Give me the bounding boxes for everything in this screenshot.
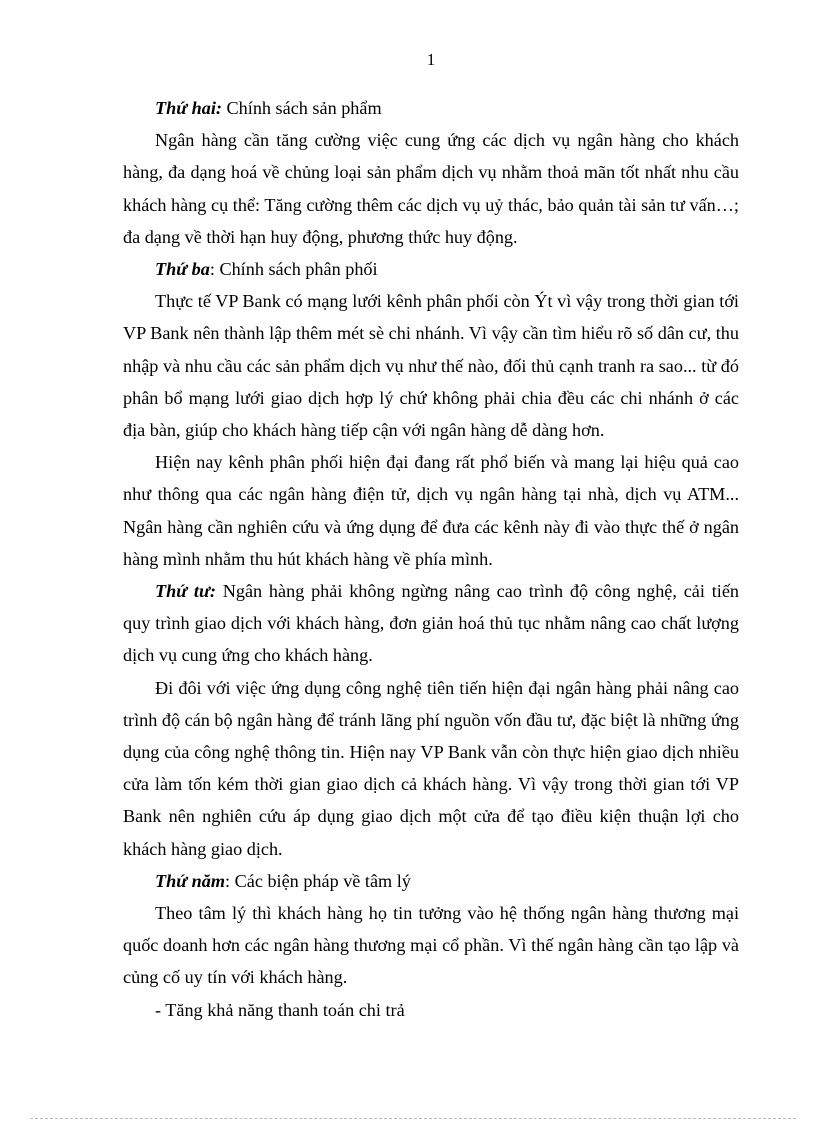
paragraph-text: Ngân hàng phải không ngừng nâng cao trình độ công nghệ, cải tiến quy trình giao dịch với khách hàng, đơn giản hoá thủ tục nhằm nâng cao chất lượng dịch vụ cung ứng cho khách hàng. (123, 581, 739, 666)
heading-thu-nam (123, 865, 739, 897)
paragraph-text: Thực tế VP Bank có mạng lưới kênh phân phối còn Ýt vì vậy trong thời gian tới VP Bank nên thành lập thêm mét sè chi nhánh. Vì vậy cần tìm hiểu rõ số dân cư, thu nhập và nhu cầu các sản phẩm dịch vụ như thế nào, đối thủ cạnh tranh ra sao... từ đó phân bổ mạng lưới giao dịch hợp lý chứ không phải chia đều các chi nhánh ở các địa bàn, giúp cho khách hàng tiếp cận với ngân hàng dễ dàng hơn. (123, 291, 739, 441)
paragraph (123, 672, 739, 865)
heading-thu-hai (123, 92, 739, 124)
page-number: 1 (426, 50, 436, 69)
paragraph-text: Hiện nay kênh phân phối hiện đại đang rất phổ biến và mang lại hiệu quả cao như thông qua các ngân hàng điện tử, dịch vụ ngân hàng tại nhà, dịch vụ ATM... Ngân hàng cần nghiên cứu và ứng dụng để đưa các kênh này đi vào thực thế ở ngân hàng mình nhằm thu hút khách hàng về phía mình. (123, 452, 739, 569)
paragraph-text: Đi đôi với việc ứng dụng công nghệ tiên tiến hiện đại ngân hàng phải nâng cao trình độ cán bộ ngân hàng để tránh lãng phí nguồn vốn đầu tư, đặc biệt là những ứng dụng của công nghệ thông tin. Hiện nay VP Bank vẫn còn thực hiện giao dịch nhiều cửa làm tốn kém thời gian giao dịch cả khách hàng. Vì vậy trong thời gian tới VP Bank nên nghiên cứu áp dụng giao dịch một cửa để tạo điều kiện thuận lợi cho khách hàng giao dịch. (123, 677, 739, 859)
heading-label: Thứ tư: (155, 581, 216, 602)
heading-title: : Các biện pháp về tâm lý (225, 870, 411, 891)
heading-title: Chính sách sản phẩm (222, 98, 382, 118)
heading-label: Thứ năm (155, 870, 226, 891)
paragraph-text: Theo tâm lý thì khách hàng họ tin tưởng vào hệ thống ngân hàng thương mại quốc doanh hơn các ngân hàng thương mại cổ phần. Vì thế ngân hàng cần tạo lập và củng cố uy tín với khách hàng. (123, 903, 739, 988)
heading-label: Thứ ba (155, 259, 210, 280)
paragraph (123, 897, 739, 994)
paragraph (123, 124, 739, 253)
heading-title: : Chính sách phân phối (209, 259, 378, 280)
paragraph-thu-tu (123, 575, 739, 672)
paragraph-text: Ngân hàng cần tăng cường việc cung ứng các dịch vụ ngân hàng cho khách hàng, đa dạng hoá về chủng loại sản phẩm dịch vụ nhằm thoả mãn tốt nhất nhu cầu khách hàng cụ thể: Tăng cường thêm các dịch vụ uỷ thác, bảo quản tài sản tư vấn…; đa dạng về thời hạn huy động, phương thức huy động. (123, 130, 739, 247)
heading-label: Thứ hai: (155, 98, 222, 118)
document-body (123, 92, 739, 1026)
page-bottom-divider (30, 1118, 796, 1119)
paragraph (123, 446, 739, 575)
bullet-item (123, 994, 739, 1026)
paragraph-text: - Tăng khả năng thanh toán chi trả (155, 999, 405, 1020)
paragraph (123, 285, 739, 446)
heading-thu-ba (123, 253, 739, 285)
